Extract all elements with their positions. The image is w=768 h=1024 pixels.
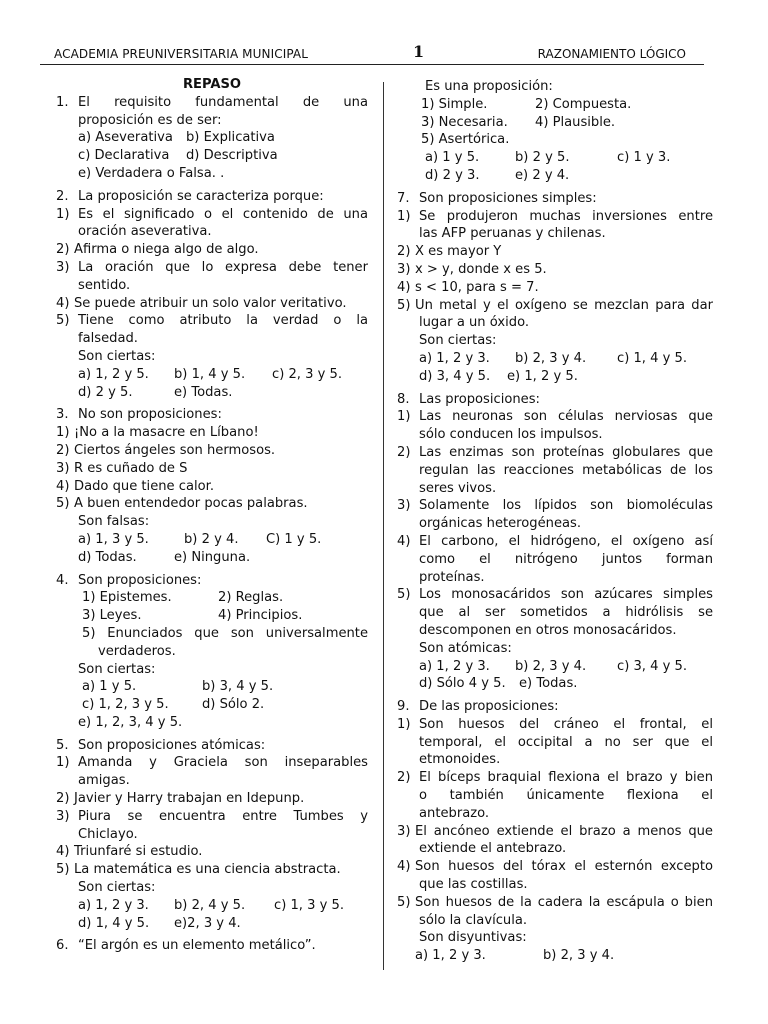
q2-item3-line1: La oración que lo expresa debe tener <box>78 259 368 275</box>
q5-item3-line2: Chiclayo. <box>78 826 138 842</box>
q3-item5-marker: 5) <box>56 496 70 512</box>
q7-item5-marker: 5) <box>397 297 411 313</box>
q9-option-b: b) 2, 3 y 4. <box>543 948 615 964</box>
q8-answer-label: Son atómicas: <box>419 640 512 656</box>
q3-item1-marker: 1) <box>56 425 70 441</box>
q2-option-b: b) 1, 4 y 5. <box>174 366 246 382</box>
q5-item3-marker: 3) <box>56 808 70 824</box>
q8-item1-line1: Las neuronas son células nerviosas que <box>419 409 713 425</box>
q8-item3-marker: 3) <box>397 498 411 514</box>
q5-option-a: a) 1, 2 y 3. <box>78 897 149 913</box>
q8-item5-line3: descomponen en otros monosacáridos. <box>419 622 677 638</box>
q9-item2-line2: o también únicamente flexiona el <box>419 788 713 804</box>
column-divider <box>383 82 384 970</box>
q2-item4: Se puede atribuir un solo valor veritativo. <box>74 295 347 311</box>
q2-option-e: e) Todas. <box>174 384 233 400</box>
question-1 <box>56 94 368 183</box>
q8-item1-marker: 1) <box>397 409 411 425</box>
question-6-start <box>56 937 368 955</box>
q4-option-d: d) Sólo 2. <box>202 697 265 713</box>
q4-option-c: c) 1, 2, 3 y 5. <box>82 697 169 713</box>
q3-option-c: C) 1 y 5. <box>266 531 322 547</box>
q2-item4-marker: 4) <box>56 295 70 311</box>
q9-stem: De las proposiciones: <box>419 699 559 715</box>
q5-item2-marker: 2) <box>56 791 70 807</box>
q3-item1: ¡No a la masacre en Líbano! <box>74 425 259 441</box>
q5-option-b: b) 2, 4 y 5. <box>174 897 246 913</box>
header-academy: ACADEMIA PREUNIVERSITARIA MUNICIPAL <box>54 47 309 61</box>
q4-item4: 4) Principios. <box>218 608 303 624</box>
q3-stem: No son proposiciones: <box>78 407 222 423</box>
q8-item4-marker: 4) <box>397 533 411 549</box>
q2-number: 2. <box>56 188 69 204</box>
q8-item2-marker: 2) <box>397 444 411 460</box>
q4-item1: 1) Epistemes. <box>82 590 172 606</box>
q4-option-b: b) 3, 4 y 5. <box>202 679 274 695</box>
q8-item3-line1: Solamente los lípidos son biomoléculas <box>419 498 713 514</box>
q9-item4-marker: 4) <box>397 859 411 875</box>
page-number: 1 <box>413 42 425 61</box>
q4-item2: 2) Reglas. <box>218 590 284 606</box>
question-8 <box>397 391 713 694</box>
q7-item4: s < 10, para s = 7. <box>415 279 539 295</box>
q6-item1: 1) Simple. <box>421 96 488 112</box>
q1-option-c: c) Declarativa <box>78 148 170 164</box>
q2-option-d: d) 2 y 5. <box>78 384 133 400</box>
right-column <box>397 78 713 965</box>
question-6-continued <box>397 78 713 185</box>
q6-option-b: b) 2 y 5. <box>515 150 570 166</box>
q8-option-a: a) 1, 2 y 3. <box>419 658 490 674</box>
q6-option-d: d) 2 y 3. <box>425 167 480 183</box>
q7-item2: X es mayor Y <box>415 244 502 260</box>
q7-option-c: c) 1, 4 y 5. <box>617 350 688 366</box>
q3-item3-marker: 3) <box>56 460 70 476</box>
q1-option-e: e) Verdadera o Falsa. . <box>78 165 225 181</box>
q9-item5-line1: Son huesos de la cadera la escápula o bien <box>415 894 713 910</box>
page-header <box>40 44 704 65</box>
q2-item1-line2: oración aseverativa. <box>78 224 212 240</box>
q4-item3: 3) Leyes. <box>82 608 142 624</box>
q8-item5-line1: Los monosacáridos son azúcares simples <box>419 587 713 603</box>
q6-number: 6. <box>56 938 69 954</box>
q5-number: 5. <box>56 737 69 753</box>
q6-item2: 2) Compuesta. <box>535 96 632 112</box>
question-3 <box>56 406 368 566</box>
q8-item4-line3: proteínas. <box>419 569 485 585</box>
q3-option-b: b) 2 y 4. <box>184 531 239 547</box>
q8-item5-marker: 5) <box>397 587 411 603</box>
q1-number: 1. <box>56 94 69 110</box>
q7-item3-marker: 3) <box>397 261 411 277</box>
q5-item4-marker: 4) <box>56 844 70 860</box>
q7-option-b: b) 2, 3 y 4. <box>515 350 587 366</box>
q3-number: 3. <box>56 407 69 423</box>
q7-option-d: d) 3, 4 y 5. <box>419 368 491 384</box>
q7-item1-marker: 1) <box>397 208 411 224</box>
q9-item1-line3: etmonoides. <box>419 752 501 768</box>
q9-item1-line1: Son huesos del cráneo el frontal, el <box>419 716 713 732</box>
q3-option-d: d) Todas. <box>78 549 137 565</box>
q9-number: 9. <box>397 699 410 715</box>
q8-item3-line2: orgánicas heterogéneas. <box>419 516 582 532</box>
q1-stem-line1: El requisito fundamental de una <box>78 94 368 110</box>
q8-item4-line2: como el nitrógeno juntos forman <box>419 551 713 567</box>
q8-number: 8. <box>397 391 410 407</box>
q9-item5-marker: 5) <box>397 894 411 910</box>
q8-option-b: b) 2, 3 y 4. <box>515 658 587 674</box>
q4-item5-line1: 5) Enunciados que son universalmente <box>82 625 368 641</box>
q9-item4-line1: Son huesos del tórax el esternón excepto <box>415 859 713 875</box>
q2-option-a: a) 1, 2 y 5. <box>78 366 149 382</box>
q5-item2: Javier y Harry trabajan en Idepunp. <box>74 791 305 807</box>
q3-item2-marker: 2) <box>56 442 70 458</box>
q6-item5: 5) Asertórica. <box>421 132 510 148</box>
q2-item1-line1: Es el significado o el contenido de una <box>78 206 368 222</box>
q1-option-d: d) Descriptiva <box>186 148 278 164</box>
q4-number: 4. <box>56 572 69 588</box>
q2-item2: Afirma o niega algo de algo. <box>74 242 259 258</box>
q9-item4-line2: que las costillas. <box>419 877 528 893</box>
q8-item1-line2: sólo conducen los impulsos. <box>419 427 603 443</box>
q9-item2-line1: El bíceps braquial flexiona el brazo y bien <box>419 770 713 786</box>
q7-item5-line2: lugar a un óxido. <box>419 315 530 331</box>
question-7 <box>397 190 713 386</box>
q2-item2-marker: 2) <box>56 242 70 258</box>
question-9 <box>397 698 713 965</box>
q2-stem: La proposición se caracteriza porque: <box>78 188 324 204</box>
q3-option-e: e) Ninguna. <box>174 549 251 565</box>
q6-option-e: e) 2 y 4. <box>515 167 570 183</box>
q3-item4-marker: 4) <box>56 478 70 494</box>
q4-answer-label: Son ciertas: <box>78 661 156 677</box>
q1-stem-line2: proposición es de ser: <box>78 112 222 128</box>
header-subject: RAZONAMIENTO LÓGICO <box>537 47 686 61</box>
q7-answer-label: Son ciertas: <box>419 333 497 349</box>
page-title: REPASO <box>182 77 242 92</box>
q8-item2-line3: seres vivos. <box>419 480 497 496</box>
q9-option-a: a) 1, 2 y 3. <box>415 948 486 964</box>
q5-item5: La matemática es una ciencia abstracta. <box>74 862 341 878</box>
q5-item4: Triunfaré si estudio. <box>74 844 203 860</box>
q6-item3: 3) Necesaria. <box>421 114 508 130</box>
q8-option-c: c) 3, 4 y 5. <box>617 658 688 674</box>
q9-answer-label: Son disyuntivas: <box>419 930 527 946</box>
q7-option-a: a) 1, 2 y 3. <box>419 350 490 366</box>
question-2 <box>56 188 368 402</box>
q2-item5-line1: Tiene como atributo la verdad o la <box>78 313 368 329</box>
q5-item1-marker: 1) <box>56 755 70 771</box>
q7-item2-marker: 2) <box>397 244 411 260</box>
q9-item3-line2: extiende el antebrazo. <box>419 841 567 857</box>
q2-item1-marker: 1) <box>56 206 70 222</box>
q3-item4: Dado que tiene calor. <box>74 478 214 494</box>
q3-item3: R es cuñado de S <box>74 460 188 476</box>
q6-stem: “El argón es un elemento metálico”. <box>78 938 316 954</box>
q7-item1-line1: Se produjeron muchas inversiones entre <box>419 208 713 224</box>
q2-answer-label: Son ciertas: <box>78 348 156 364</box>
q7-item3: x > y, donde x es 5. <box>415 261 547 277</box>
q4-option-a: a) 1 y 5. <box>82 679 137 695</box>
q5-item5-marker: 5) <box>56 862 70 878</box>
q7-item5-line1: Un metal y el oxígeno se mezclan para dar <box>415 297 713 313</box>
left-column <box>56 76 368 955</box>
q8-item5-line2: que al ser sometidos a hidrólisis se <box>419 605 713 621</box>
q4-stem: Son proposiciones: <box>78 572 202 588</box>
q2-item5-line2: falsedad. <box>78 331 138 347</box>
q2-item3-line2: sentido. <box>78 277 131 293</box>
q7-stem: Son proposiciones simples: <box>419 190 597 206</box>
q9-item1-marker: 1) <box>397 716 411 732</box>
q5-option-d: d) 1, 4 y 5. <box>78 915 150 931</box>
q6-item4: 4) Plausible. <box>535 114 616 130</box>
q5-answer-label: Son ciertas: <box>78 880 156 896</box>
q3-item5: A buen entendedor pocas palabras. <box>74 496 308 512</box>
q9-item1-line2: temporal, el occipital a no ser que el <box>419 734 713 750</box>
q5-stem: Son proposiciones atómicas: <box>78 737 266 753</box>
question-4 <box>56 572 368 732</box>
q2-item5-marker: 5) <box>56 313 70 329</box>
q9-item2-marker: 2) <box>397 770 411 786</box>
q4-item5-line2: verdaderos. <box>98 643 176 659</box>
q2-item3-marker: 3) <box>56 259 70 275</box>
question-5 <box>56 737 368 933</box>
q7-option-e: e) 1, 2 y 5. <box>507 368 578 384</box>
q7-item1-line2: las AFP peruanas y chilenas. <box>419 226 606 242</box>
q5-option-e: e)2, 3 y 4. <box>174 915 241 931</box>
q4-option-e: e) 1, 2, 3, 4 y 5. <box>78 714 183 730</box>
q9-item3-marker: 3) <box>397 823 411 839</box>
q1-option-b: b) Explicativa <box>186 130 275 146</box>
q9-item3-line1: El ancóneo extiende el brazo a menos que <box>415 823 713 839</box>
q2-option-c: c) 2, 3 y 5. <box>272 366 343 382</box>
q9-item2-line3: antebrazo. <box>419 805 490 821</box>
q5-option-c: c) 1, 3 y 5. <box>274 897 345 913</box>
q5-item1-line1: Amanda y Graciela son inseparables <box>78 755 368 771</box>
q8-item2-line1: Las enzimas son proteínas globulares que <box>419 444 713 460</box>
q8-item4-line1: El carbono, el hidrógeno, el oxígeno así <box>419 533 713 549</box>
q7-number: 7. <box>397 190 410 206</box>
q3-item2: Ciertos ángeles son hermosos. <box>74 442 276 458</box>
q9-item5-line2: sólo la clavícula. <box>419 912 528 928</box>
q6-option-a: a) 1 y 5. <box>425 150 480 166</box>
q1-option-a: a) Aseverativa <box>78 130 173 146</box>
q6-option-c: c) 1 y 3. <box>617 150 671 166</box>
q7-item4-marker: 4) <box>397 279 411 295</box>
q8-item2-line2: regulan las reacciones metabólicas de los <box>419 462 713 478</box>
q8-option-d: d) Sólo 4 y 5. <box>419 676 506 692</box>
q5-item1-line2: amigas. <box>78 773 130 789</box>
q8-stem: Las proposiciones: <box>419 391 540 407</box>
q3-option-a: a) 1, 3 y 5. <box>78 531 149 547</box>
q5-item3-line1: Piura se encuentra entre Tumbes y <box>78 808 368 824</box>
q3-answer-label: Son falsas: <box>78 514 150 530</box>
q6-continuation: Es una proposición: <box>425 79 553 94</box>
q8-option-e: e) Todas. <box>519 676 578 692</box>
